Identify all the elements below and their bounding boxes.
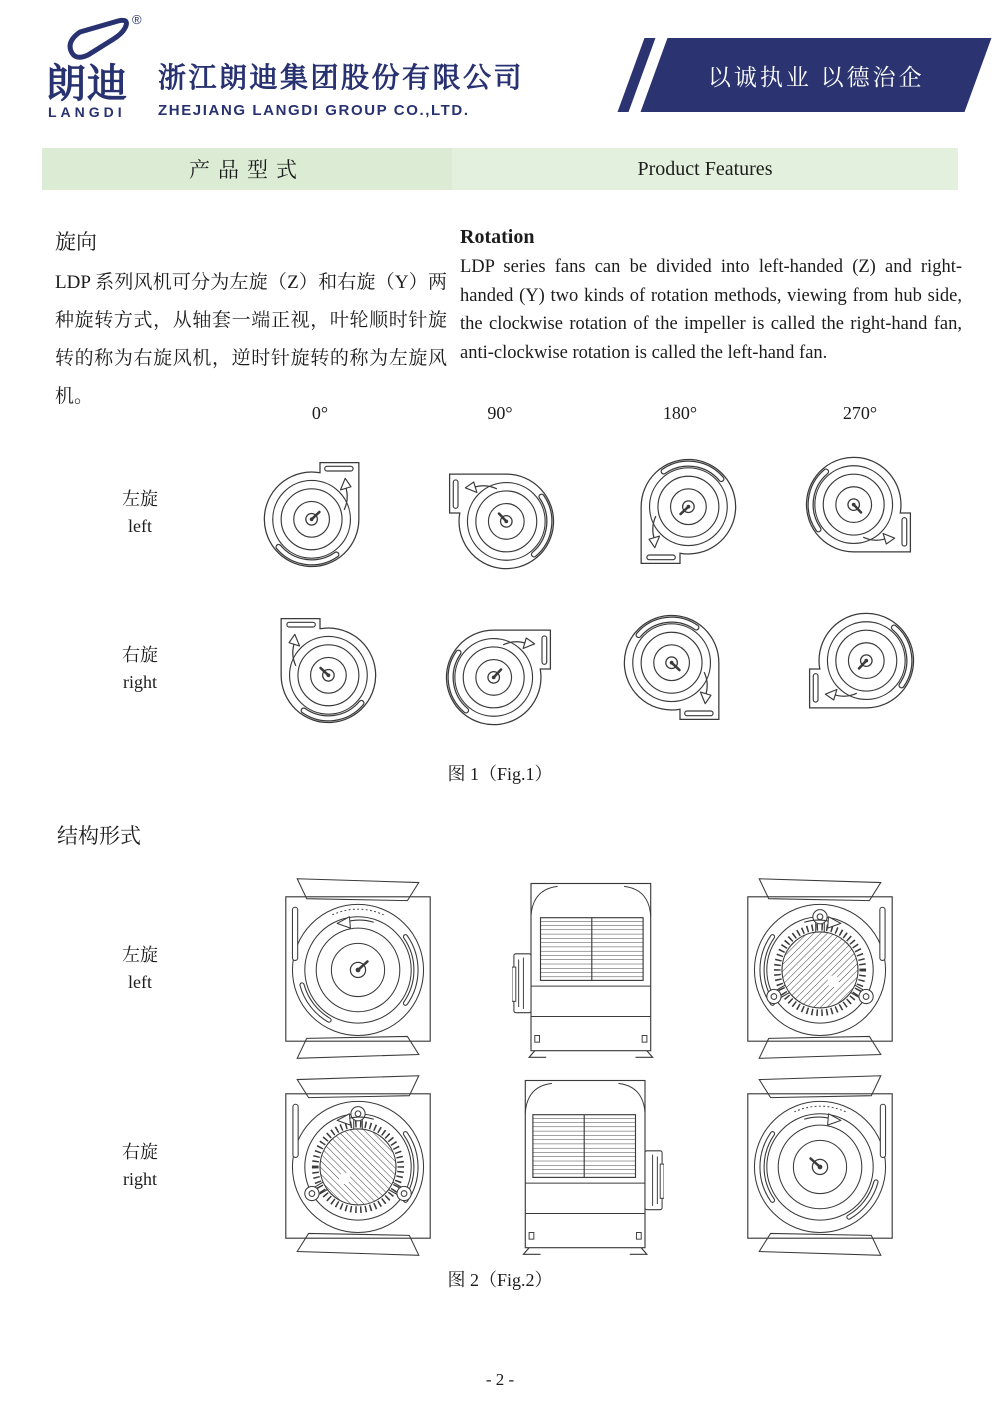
fig1-caption: 图 1（Fig.1） (447, 764, 553, 784)
fig1-row-label-right (50, 591, 230, 747)
angle-label-180: 180° (662, 403, 698, 423)
fan-volute-diagram-left-90 (437, 450, 563, 576)
fan-side-view-motor-left (512, 874, 664, 1064)
fan-volute-diagram-right-90 (437, 606, 563, 732)
section-title-bar (42, 148, 958, 190)
row-label-cn: 左旋 (122, 944, 158, 965)
fan-side-view-motor-right (512, 1071, 664, 1261)
section-title-en: Product Features (452, 148, 958, 190)
fan-volute-diagram-left-180 (617, 450, 743, 576)
row-label-cn: 右旋 (122, 1141, 158, 1162)
company-name-block (158, 56, 524, 119)
row-label-cn: 左旋 (122, 489, 158, 509)
fig2-row-label-right (50, 1067, 230, 1264)
fan-volute-diagram-left-0 (257, 450, 383, 576)
fan-volute-diagram-right-0 (257, 606, 383, 732)
fan-front-view-left (263, 874, 453, 1064)
company-name-en: ZHEJIANG LANGDI GROUP CO.,LTD. (158, 102, 470, 119)
company-name-cn: 浙江朗迪集团股份有限公司 (158, 62, 525, 93)
row-label-en: right (123, 1168, 157, 1189)
fig2-structure-grid (50, 870, 950, 1264)
row-label-en: right (123, 672, 157, 692)
angle-label-0: 0° (311, 403, 329, 423)
angle-label-90: 90° (487, 403, 513, 423)
fig2-caption: 图 2（Fig.2） (447, 1270, 553, 1290)
fig2-row-label-left (50, 870, 230, 1067)
row-label-cn: 右旋 (122, 645, 158, 665)
fig1-rotation-grid (50, 403, 950, 747)
rotation-body-en: LDP series fans can be divided into left-handed (Z) and right-handed (Y) two kinds of rotation methods, viewing from hub side, the clockwise rotation of the impeller is called the right-hand fan, anti-clockwise rotation is called the left-hand fan. (460, 257, 962, 363)
fan-front-view-right (725, 1071, 915, 1261)
fan-motor-view-left (725, 874, 915, 1064)
fan-motor-view-right (263, 1071, 453, 1261)
rotation-body-cn: LDP 系列风机可分为左旋（Z）和右旋（Y）两种旋转方式，从轴套一端正视，叶轮顺时针旋转的称为右旋风机，逆时针旋转的称为左旋风机。 (55, 272, 447, 407)
rotation-section-en (460, 226, 962, 367)
fig1-row-label-left (50, 435, 230, 591)
fan-volute-diagram-right-180 (617, 606, 743, 732)
fan-volute-diagram-left-270 (797, 450, 923, 576)
fan-volute-diagram-right-270 (797, 606, 923, 732)
registered-trademark-symbol: ® (132, 12, 142, 27)
company-logo (46, 12, 156, 124)
angle-label-270: 270° (842, 403, 878, 423)
rotation-heading-cn: 旋向 (55, 230, 97, 254)
page-number: - 2 - (485, 1370, 515, 1389)
rotation-section-cn (55, 226, 447, 416)
slogan-banner (641, 38, 992, 112)
slogan-text: 以诚执业 以德治企 (707, 64, 925, 90)
section-title-cn: 产品型式 (42, 148, 452, 190)
logo-text-cn: 朗迪 (46, 62, 128, 106)
row-label-en: left (128, 516, 152, 536)
row-label-en: left (128, 971, 152, 992)
logo-text-en: LANGDI (48, 104, 126, 120)
rotation-heading-en: Rotation (460, 226, 535, 248)
structure-heading: 结构形式 (57, 824, 141, 848)
